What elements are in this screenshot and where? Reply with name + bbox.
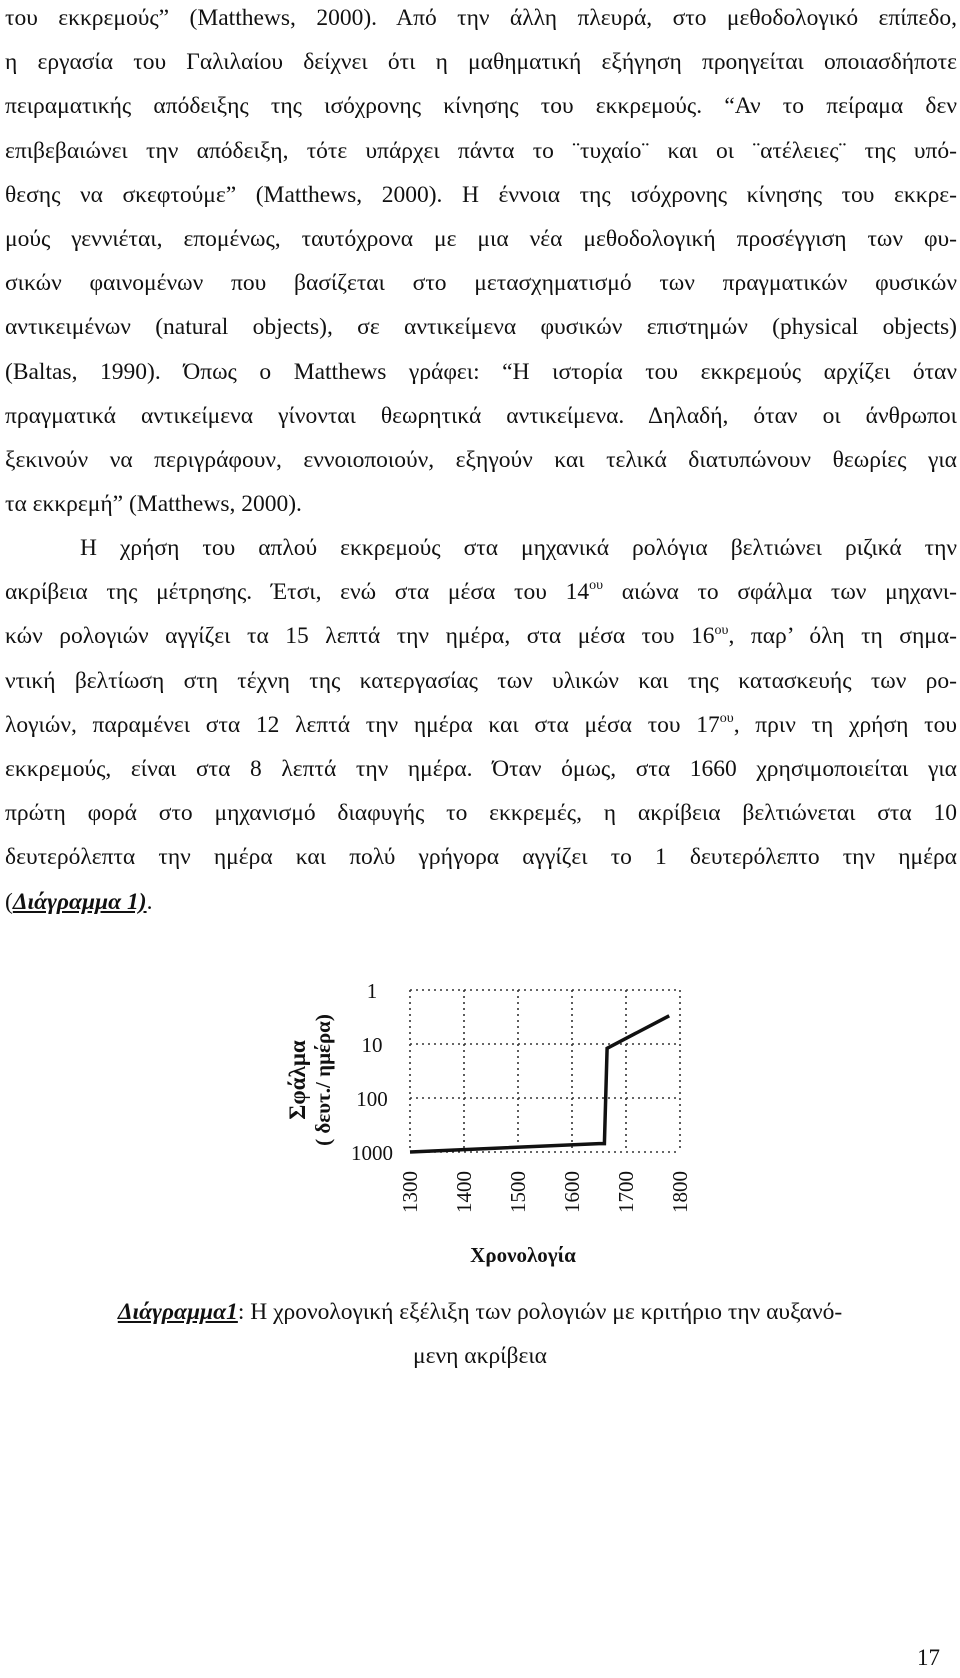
figure-reference[interactable]: Διάγραμμα 1) [12, 888, 147, 915]
text-line: πρώτη φορά στο μηχανισμό διαφυγής το εκκρεμές, η ακρίβεια βελτιώνεται στα 10 [5, 800, 957, 827]
x-tick-label: 1800 [668, 1171, 692, 1213]
text-line: αντικειμένων (natural objects), σε αντικείμενα φυσικών επιστημών (physical objects) [5, 314, 957, 341]
text-line: Η χρήση του απλού εκκρεμούς στα μηχανικά ρολόγια βελτιώνει ριζικά την [80, 535, 957, 561]
y-tick-label: 1 [366, 979, 378, 1003]
text-line: κών ρολογιών αγγίζει τα 15 λεπτά την ημέρα, στα μέσα του $16^{o\upsilon}$, παρ’ όλη τη σημα- [5, 622, 958, 650]
series-line [410, 1016, 669, 1152]
text-line: πειραματικής απόδειξης της ισόχρονης κίνησης του εκκρεμούς. “Αν το πείραμα δεν [5, 93, 957, 120]
y-tick-label: 1000 [351, 1141, 393, 1165]
x-tick-label: 1500 [506, 1171, 530, 1213]
text-line: (Baltas, 1990). Όπως ο Matthews γράφει: “Η ιστορία του εκκρεμούς αρχίζει όταν [5, 358, 957, 385]
text-line: του εκκρεμούς” (Matthews, 2000). Από την άλλη πλευρά, στο μεθοδολογικό επίπεδο, [5, 5, 957, 31]
caption-line-2: μενη ακρίβεια [413, 1343, 547, 1369]
grid-lines [410, 990, 680, 1152]
y-axis-label-unit: ( δευτ./ ημέρα) [311, 1014, 335, 1146]
text-line: η εργασία του Γαλιλαίου δείχνει ότι η μαθηματική εξήγηση προηγείται οποιασδήποτε [5, 49, 957, 76]
text-line: θεσης να σκεφτούμε” (Matthews, 2000). Η έννοια της ισόχρονης κίνησης του εκκρε- [5, 181, 957, 208]
text-line: (Διάγραμμα 1). [5, 888, 153, 915]
x-tick-label: 1600 [560, 1171, 584, 1213]
text-line: τα εκκρεμή” (Matthews, 2000). [5, 491, 302, 518]
y-tick-label: 10 [361, 1033, 383, 1057]
text-line: ξεκινούν να περιγράφουν, εννοιοποιούν, εξηγούν και τελικά διατυπώνουν θεωρίες για [5, 447, 957, 474]
superscript: ου [589, 578, 604, 594]
text-line: πραγματικά αντικείμενα γίνονται θεωρητικά αντικείμενα. Δηλαδή, όταν οι άνθρωποι [5, 402, 957, 429]
caption-label: Διάγραμμα1 [117, 1299, 238, 1325]
x-tick-label: 1700 [614, 1171, 638, 1213]
text-line: επιβεβαιώνει την απόδειξη, τότε υπάρχει πάντα το ¨τυχαίο¨ και οι ¨ατέλειες¨ της υπό- [5, 137, 957, 164]
figure-caption [0, 1290, 960, 1378]
paragraph-1 [5, 0, 957, 526]
x-tick-labels [398, 1171, 692, 1213]
superscript: ου [714, 622, 729, 638]
paragraph-2 [5, 526, 957, 924]
text-line: δευτερόλεπτα την ημέρα και πολύ γρήγορα αγγίζει το 1 δευτερόλεπτο την ημέρα [5, 844, 957, 871]
caption-line-1: Διάγραμμα1: Η χρονολογική εξέλιξη των ρολογιών με κριτήριο την αυξανό- [117, 1299, 843, 1325]
page-number: 17 [917, 1645, 940, 1670]
text-line: λογιών, παραμένει στα 12 λεπτά την ημέρα και στα μέσα του $17^{o\upsilon}$, πριν τη χρήση του [5, 710, 957, 738]
text-line: σικών φαινομένων που βασίζεται στο μετασχηματισμό των πραγματικών φυσικών [5, 270, 957, 297]
x-tick-label: 1400 [452, 1171, 476, 1213]
text-line: ντική βελτίωση στη τέχνη της κατεργασίας των υλικών και της κατασκευής των ρο- [5, 667, 957, 694]
x-axis-label: Χρονολογία [470, 1243, 576, 1267]
series-lines [410, 1016, 669, 1152]
x-tick-label: 1300 [398, 1171, 422, 1213]
y-tick-label: 100 [356, 1087, 388, 1111]
text-line: εκκρεμούς, είναι στα 8 λεπτά την ημέρα. Όταν όμως, στα 1660 χρησιμοποιείται για [5, 756, 957, 783]
chart [0, 960, 960, 1290]
y-tick-labels [351, 979, 393, 1165]
text-line: μούς γεννιέται, επομένως, ταυτόχρονα με μια νέα μεθοδολογική προσέγγιση των φυ- [5, 226, 957, 253]
y-axis-label: Σφάλμα [285, 1040, 310, 1120]
superscript: ου [719, 710, 734, 726]
text-line: ακρίβεια της μέτρησης. Έτσι, ενώ στα μέσα του $14^{o\upsilon}$ αιώνα το σφάλμα των μηχανι- [5, 578, 958, 606]
